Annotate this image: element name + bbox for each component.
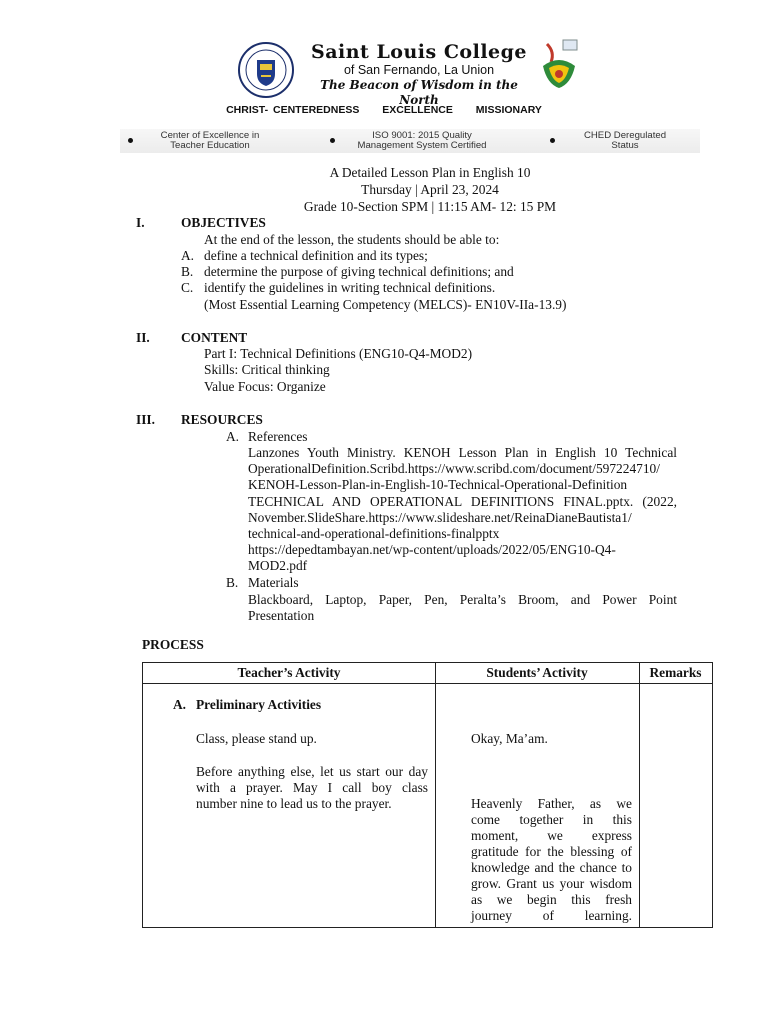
teacher-activity-line: with a prayer. May I call boy class (196, 780, 428, 795)
accreditation-badge: Center of Excellence in Teacher Education (160, 130, 260, 151)
column-divider (435, 663, 436, 927)
lesson-plan-title: A Detailed Lesson Plan in English 10 (329, 165, 531, 180)
student-activity-line: Heavenly Father, as we (471, 796, 632, 811)
section-numeral: II. (136, 330, 150, 345)
materials-line: Blackboard, Laptop, Paper, Pen, Peralta’s Broom, and Power Point (248, 592, 677, 607)
section-heading-resources: RESOURCES (181, 412, 263, 427)
student-activity-line: moment, we express (471, 828, 632, 843)
lesson-schedule: Grade 10-Section SPM | 11:15 AM- 12: 15 PM (303, 199, 557, 214)
student-activity-line: journey of learning. (471, 908, 632, 923)
school-emblem-logo (533, 36, 585, 92)
lesson-date: Thursday | April 23, 2024 (361, 182, 499, 197)
core-value: MISSIONARY (475, 104, 542, 116)
section-heading-content: CONTENT (181, 330, 248, 345)
column-divider (639, 663, 640, 927)
activity-letter: A. (173, 697, 187, 712)
materials-line: Presentation (248, 608, 315, 623)
teacher-activity-line: Before anything else, let us start our day (196, 764, 428, 779)
objective-item: identify the guidelines in writing technical definitions. (204, 280, 496, 295)
accreditation-banner (120, 129, 700, 153)
student-activity-line: grow. Grant us your wisdom (471, 876, 632, 891)
column-header-students: Students’ Activity (486, 665, 588, 680)
list-letter: A. (181, 248, 195, 263)
student-activity-line: knowledge and the chance to (471, 860, 632, 875)
teacher-activity-line: number nine to lead us to the prayer. (196, 796, 392, 811)
list-letter: C. (181, 280, 194, 295)
reference-line: KENOH-Lesson-Plan-in-English-10-Technical-Operational-Definition (248, 477, 628, 492)
reference-line: https://depedtambayan.net/wp-content/uploads/2022/05/ENG10-Q4- (248, 542, 616, 557)
college-location: of San Fernando, La Union (343, 63, 495, 77)
student-activity-line: come together in this (471, 812, 632, 827)
teacher-activity: Class, please stand up. (196, 731, 317, 746)
student-activity-line: gratitude for the blessing of (471, 844, 632, 859)
bullet-icon (550, 138, 555, 143)
melc-code: (Most Essential Learning Competency (MELCS)- EN10V-IIa-13.9) (204, 297, 567, 312)
college-motto: The Beacon of Wisdom in the North (320, 78, 518, 107)
college-name: Saint Louis College (310, 41, 528, 63)
objectives-intro: At the end of the lesson, the students should be able to: (204, 232, 500, 247)
materials-label: Materials (248, 575, 299, 590)
content-line: Value Focus: Organize (204, 379, 326, 394)
college-title-block (299, 41, 539, 108)
section-numeral: I. (136, 215, 145, 230)
core-values (0, 104, 768, 116)
reference-line: technical-and-operational-definitions-finalpptx (248, 526, 500, 541)
references-label: References (248, 429, 308, 444)
activity-section-title: Preliminary Activities (196, 697, 322, 712)
objective-item: determine the purpose of giving technical definitions; and (204, 264, 514, 279)
column-header-remarks: Remarks (649, 665, 702, 680)
core-value: EXCELLENCE (382, 104, 453, 116)
reference-line: MOD2.pdf (248, 558, 308, 573)
bullet-icon (330, 138, 335, 143)
reference-line: TECHNICAL AND OPERATIONAL DEFINITIONS FINAL.pptx. (2022, (248, 494, 677, 509)
core-value: CHRIST- CENTEREDNESS (226, 104, 360, 116)
section-numeral: III. (136, 412, 155, 427)
reference-line: November.SlideShare.https://www.slideshare.net/ReinaDianeBautista1/ (248, 510, 632, 525)
list-letter: B. (226, 575, 239, 590)
student-activity-line: as we begin this fresh (471, 892, 632, 907)
accreditation-badge: CHED Deregulated Status (583, 130, 667, 151)
college-seal-logo (238, 42, 294, 98)
bullet-icon (128, 138, 133, 143)
content-line: Skills: Critical thinking (204, 362, 330, 377)
column-header-teacher: Teacher’s Activity (237, 665, 341, 680)
list-letter: B. (181, 264, 194, 279)
list-letter: A. (226, 429, 240, 444)
content-line: Part I: Technical Definitions (ENG10-Q4-MOD2) (204, 346, 473, 361)
reference-line: Lanzones Youth Ministry. KENOH Lesson Plan in English 10 Technical (248, 445, 677, 460)
process-heading: PROCESS (142, 637, 204, 652)
reference-line: OperationalDefinition.Scribd.https://www.scribd.com/document/597224710/ (248, 461, 660, 476)
accreditation-badge: ISO 9001: 2015 Quality Management System Certified (357, 130, 487, 151)
process-table (142, 662, 713, 928)
student-activity: Okay, Ma’am. (471, 731, 548, 746)
section-heading-objectives: OBJECTIVES (181, 215, 266, 230)
objective-item: define a technical definition and its types; (204, 248, 428, 263)
